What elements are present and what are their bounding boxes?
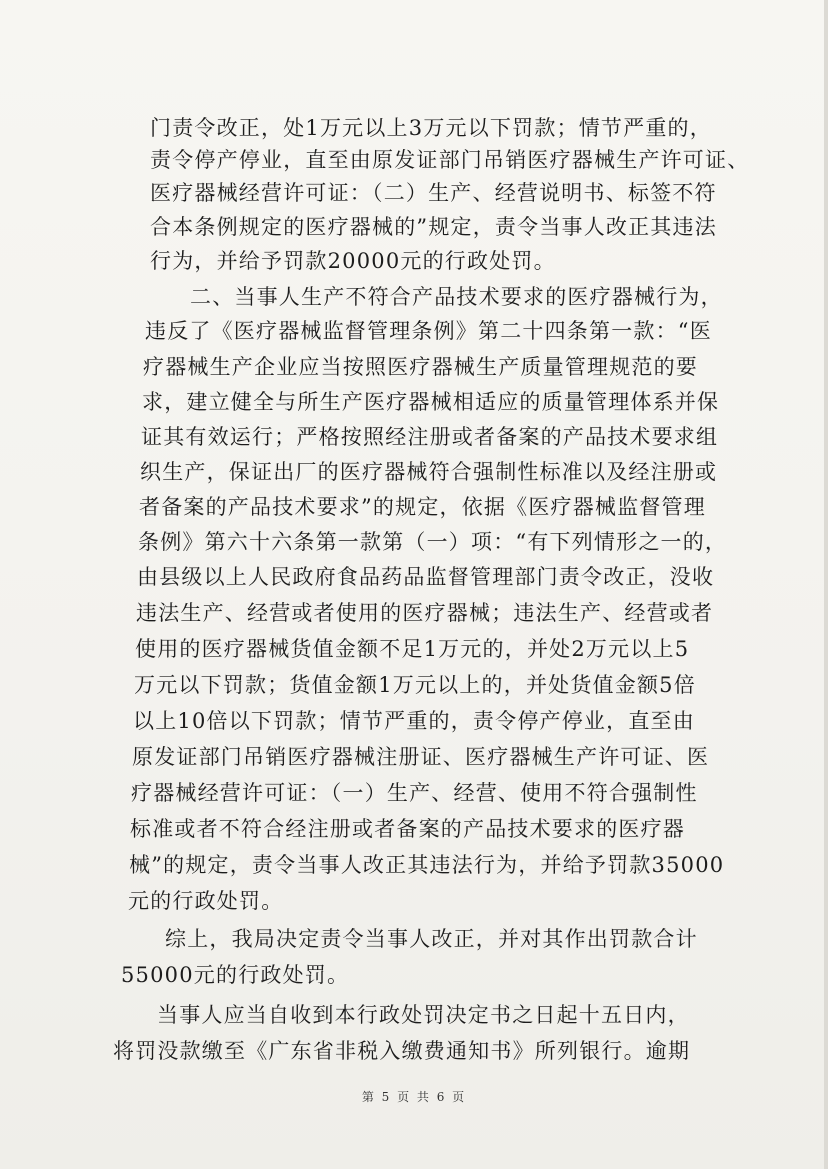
body-line-18: 以上10倍以下罚款；情节严重的，责令停产停业，直至由: [133, 709, 695, 733]
body-line-21: 标准或者不符合经注册或者备案的产品技术要求的医疗器: [130, 817, 685, 841]
body-line-26: 当事人应当自收到本行政处罚决定书之日起十五日内，: [157, 1003, 690, 1027]
body-line-4: 合本条例规定的医疗器械的”规定，责令当事人改正其违法: [150, 215, 717, 239]
body-line-12: 者备案的产品技术要求”的规定，依据《医疗器械监督管理: [139, 495, 706, 519]
body-line-6: 二、当事人生产不符合产品技术要求的医疗器械行为，: [190, 285, 723, 309]
body-line-17: 万元以下罚款；货值金额1万元以上的，并处货值金额5倍: [134, 673, 696, 697]
body-line-7: 违反了《医疗器械监督管理条例》第二十四条第一款：“医: [145, 319, 712, 343]
body-line-1: 门责令改正，处1万元以上3万元以下罚款；情节严重的，: [150, 116, 712, 140]
body-line-22: 械”的规定，责令当事人改正其违法行为，并给予罚款35000: [129, 853, 725, 877]
body-line-15: 违法生产、经营或者使用的医疗器械；违法生产、经营或者: [136, 601, 714, 625]
body-line-2: 责令停产停业，直至由原发证部门吊销医疗器械生产许可证、: [150, 148, 750, 172]
body-line-27: 将罚没款缴至《广东省非税入缴费通知书》所列银行。逾期: [113, 1039, 691, 1063]
body-line-5: 行为，并给予罚款20000元的行政处罚。: [150, 249, 556, 273]
body-line-23: 元的行政处罚。: [128, 889, 284, 913]
body-line-10: 证其有效运行；严格按照经注册或者备案的产品技术要求组: [141, 425, 719, 449]
body-line-16: 使用的医疗器械货值金额不足1万元的，并处2万元以上5: [135, 637, 690, 661]
body-line-14: 由县级以上人民政府食品药品监督管理部门责令改正，没收: [137, 565, 715, 589]
body-line-3: 医疗器械经营许可证：（二）生产、经营说明书、标签不符: [150, 181, 717, 205]
page-footer: 第 5 页 共 6 页: [361, 1090, 467, 1104]
scan-edge: [824, 0, 828, 1169]
body-line-13: 条例》第六十六条第一款第（一）项：“有下列情形之一的，: [138, 530, 728, 554]
body-line-19: 原发证部门吊销医疗器械注册证、医疗器械生产许可证、医: [132, 745, 710, 769]
body-line-11: 织生产，保证出厂的医疗器械符合强制性标准以及经注册或: [140, 460, 718, 484]
body-line-20: 疗器械经营许可证：（一）生产、经营、使用不符合强制性: [131, 781, 698, 805]
body-line-8: 疗器械生产企业应当按照医疗器械生产质量管理规范的要: [143, 355, 698, 379]
body-line-24: 综上，我局决定责令当事人改正，并对其作出罚款合计: [165, 927, 698, 951]
body-line-9: 求，建立健全与所生产医疗器械相适应的质量管理体系并保: [142, 390, 720, 414]
body-line-25: 55000元的行政处罚。: [121, 963, 350, 987]
